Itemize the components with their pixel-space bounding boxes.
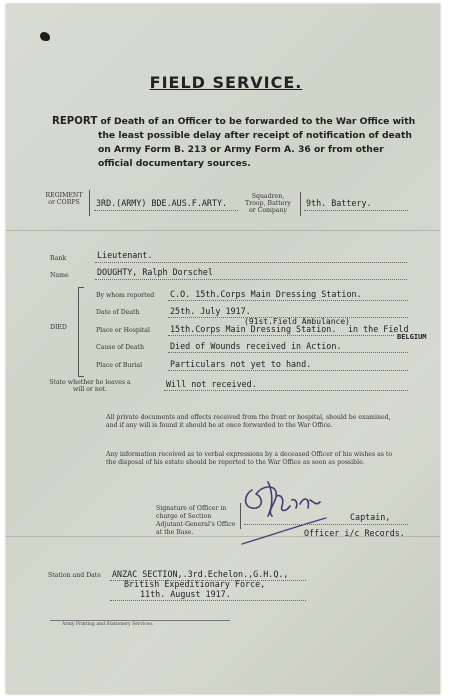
squadron-label: Squadron, Troop, Battery or Company <box>245 193 291 214</box>
report-line: on Army Form B. 213 or Army Form A. 36 or from other <box>98 144 384 155</box>
date-of-death-label: Date of Death <box>96 309 140 316</box>
regiment-brace <box>85 190 90 216</box>
report-instructions <box>52 115 424 171</box>
signature-rank: Captain, <box>350 512 391 522</box>
squadron-brace <box>296 192 301 216</box>
name-label: Name <box>50 272 69 279</box>
station-line-2: British Expeditionary Force, <box>124 579 266 589</box>
station-line-3: 11th. August 1917. <box>140 589 231 599</box>
place-insert: (91st.Field Ambulance) <box>244 317 350 326</box>
regiment-label: REGIMENT or CORPS <box>45 192 83 206</box>
punch-hole-icon <box>40 32 50 41</box>
page-title: FIELD SERVICE. <box>149 73 303 92</box>
report-line: official documentary sources. <box>98 158 251 169</box>
report-line: of Death of an Officer to be forwarded to the War Office with <box>97 116 416 127</box>
cause-value: Died of Wounds received in Action. <box>170 341 342 351</box>
printer-imprint: Army Printing and Stationery Services. <box>62 622 154 627</box>
place-country: BELGIUM <box>397 333 427 341</box>
will-value: Will not received. <box>166 379 257 389</box>
will-label: State whether he leaves a will or not. <box>49 379 131 393</box>
regiment-value: 3RD.(ARMY) BDE.AUS.F.ARTY. <box>96 198 228 208</box>
station-label: Station and Date <box>48 572 101 579</box>
squadron-value: 9th. Battery. <box>306 198 372 208</box>
signature-label: Signature of Officer in charge of Section Adjutant-General's Office at the Base. <box>156 505 236 536</box>
burial-label: Place of Burial <box>96 362 143 369</box>
note-private-documents: All private documents and effects received from the front or hospital, should be examined, and if any will is found it should be at once forwarded to the War Office. <box>106 414 391 429</box>
fold-line <box>6 230 440 231</box>
reported-by-label: By whom reported <box>96 292 155 299</box>
rank-label: Rank <box>50 255 67 262</box>
burial-value: Particulars not yet to hand. <box>170 359 312 369</box>
signature-role: Officer i/c Records. <box>304 528 405 538</box>
died-label: DIED <box>50 324 67 331</box>
reported-by-value: C.O. 15th.Corps Main Dressing Station. <box>170 289 362 299</box>
report-line: the least possible delay after receipt of notification of death <box>98 130 412 141</box>
station-line-1: ANZAC SECTION,.3rd.Echelon.,G.H.Q., <box>112 569 289 579</box>
date-of-death-value: 25th. July 1917. <box>170 306 251 316</box>
place-suffix: in the Field <box>348 324 409 334</box>
cause-label: Cause of Death <box>96 344 144 351</box>
rank-value: Lieutenant. <box>97 250 153 260</box>
died-bracket <box>78 287 84 377</box>
report-lead: REPORT <box>52 116 98 127</box>
note-verbal-expressions: Any information received as to verbal expressions by a deceased Officer of his wishes as to the disposal of his estate should be reported to the War Office as soon as possible. <box>106 451 393 466</box>
name-value: DOUGHTY, Ralph Dorschel <box>97 267 213 277</box>
place-label: Place or Hospital <box>96 327 150 334</box>
place-value: 15th.Corps Main Dressing Station. <box>170 324 337 334</box>
